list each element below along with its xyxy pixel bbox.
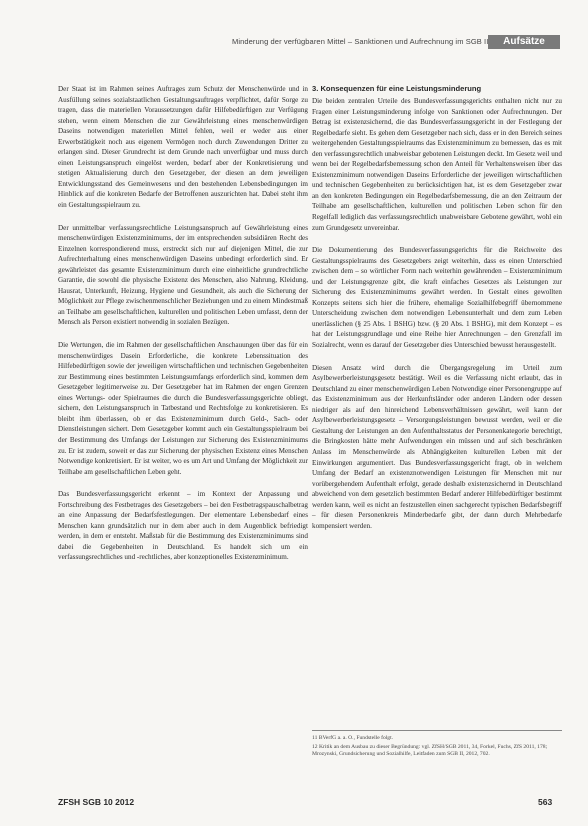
- section-heading: 3. Konsequenzen für eine Leistungsminderung: [312, 84, 482, 93]
- footnote: 12 Kritik an dem Ausbau zu dieser Begründung: vgl. ZfSH/SGB 2011, 34, Forkel, Fuchs, ZfS 2011, 178; Mrozynski, Grundsicherung und Sozialhilfe, Leitfaden zum SGB II, 2012, 702.: [312, 743, 548, 758]
- body-paragraph: Diesen Ansatz wird durch die Übergangsregelung im Urteil zum Asylbewerberleistungsgesetz bestätigt. Weil es die Verfassung nicht erlaubt, das in Deutschland zu einer menschenwürdigen Leben Notwendige einer Personengruppe auf das Existenzminimum aus der Herkunftsländer oder anderen Ländern oder dessen niedriger als auf den hinreichend Lebensverhältnissen gewährt, weil kann der Asylbewerberleistungsgesetz – Versorgungsleistungen bewusst werden, weil er die Gestaltung der Leistungen an den Aufenthaltsstatus der Personenkategorie berechtigt, die Bringkosten hätte mehr Aufwendungen ein müssen und auf sich beschränken Anlass im Menschenwürde als Abhängigkeiten kulturellen Leben mit der Einwirkungen argumentiert. Das Bundesverfassungsgericht fragt, ob in welchem Umfang der Bedarf an existenznotwendigen Leistungen für Menschen mit nur vorübergehendem Aufenthalt erfolgt, gerade deshalb existenzsichernd in Deutschland abweichend von dem gesetzlich bestimmten Bedarf anderer Hilfebedürftiger bestimmt werden kann, weil es nicht an festzustellen einen sachgerecht typischen Bedarfsbegriff – für diesen Personenkreis Minderbedarfe gibt, der dann durch Mehrbedarfe kompensiert werden.: [312, 363, 562, 530]
- footnote: 11 BVerfG a. a. O., Fundstelle folgt.: [312, 735, 394, 741]
- left-column: [58, 84, 308, 575]
- journal-name: ZFSH SGB 10 2012: [58, 797, 135, 807]
- body-paragraph: Die beiden zentralen Urteile des Bundesverfassungsgerichts enthalten nicht nur zu Fragen einer Leistungsminderung infolge von Sanktionen oder Aufrechnungen. Der Betrag ist existenzsichernd, die das Bundesverfassungsgericht in der Festlegung der Regelbedarfe sieht. Es gehen dem Gesetzgeber nach sich, dass er in den Bereich seines weitergehenden Gestaltungsspielraums das Existenzminimum zu bemessen, das es mit den verfassungsrechtlich unabweisbar gebotenen Leistungen deckt. Im Gesetz weil und wenn bei der Regelbedarfsbemessung schon den Anteil für Verhaltensweisen über das Existenzminimum notwendigen Daseins Erforderliche der jeweiligen wirtschaftlichen und technischen Gegebenheiten zu berücksichtigen hat, ist es dem Gesetzgeber zwar an den konkreten Bedingungen ein Regelbedarfsbemessung, die an den Zeitraum der Teilhabe am gesellschaftlichen, kulturellen und politischen Leben schon für den Regelfall lediglich das verfassungsrechtlich unabweisbare Gebotene gewährt, wohl ein zum Grundgesetz unvereinbar.: [312, 97, 562, 232]
- body-paragraph: Der Staat ist im Rahmen seines Auftrages zum Schutz der Menschenwürde und in Ausfüllung seines sozialstaatlichen Gestaltungsauftrages verpflichtet, dafür Sorge zu tragen, dass die materiellen Voraussetzungen dafür Hilfebedürftigen zur Verfügung stehen, wenn einem Menschen die zur Gewährleistung eines menschenwürdigen Daseins notwendigen materiellen Mittel fehlen, weil er weder aus einer Erwerbstätigkeit noch aus eigenem Vermögen noch durch Zuwendungen Dritter zu erlangen sind. Dieser Grundrecht ist dem Grunde nach unverfügbar und muss durch einen Leistungsanspruch eingelöst werden, bedarf aber der Konkretisierung und stetigen Aktualisierung durch den Gesetzgeber, der diesen an dem jeweiligen Entwicklungsstand des Gemeinwesens und den bestehenden Lebensbedingungen im Hinblick auf die konkreten Bedarfe der Betroffenen auszurichten hat. Dabei steht ihm ein Gestaltungsspielraum zu.: [58, 85, 308, 210]
- body-paragraph: Die Wertungen, die im Rahmen der gesellschaftlichen Anschauungen über das für ein menschenwürdiges Dasein Erforderliche, die konkrete Lebenssituation des Hilfebedürftigen sowie der jeweiligen wirtschaftlichen und technischen Gegebenheiten zur Bestimmung eines bestimmten Leistungsumfangs erforderlich sind, kommen dem Gesetzgeber legitimerweise zu. Der Gesetzgeber hat im Rahmen der engen Grenzen eines Wertungs- oder Spielraumes die durch die Bundesverfassungsgerichte obliegt, sichern, den Leistungsanspruch in Tatbestand und Rechtsfolge zu konkretisieren. Es bleibt ihm überlassen, ob er das Existenzminimum durch Geld-, Sach- oder Dienstleistungen sichert. Dem Gesetzgeber kommt auch ein Gestaltungsspielraum bei der Bestimmung des Umfangs der Leistungen zur Sicherung des Existenzminimums zu. Er ist zudem, soweit er das zur Sicherung der physischen Existenz eines Menschen Notwendige konkretisiert. Er ist weiter, wo es um Art und Umfang der Möglichkeit zur Teilhabe am gesellschaftlichen Leben geht.: [58, 341, 308, 476]
- body-paragraph: Das Bundesverfassungsgericht erkennt – im Kontext der Anpassung und Fortschreibung des Festbetrages des Gesetzgebers – bei den Festbetragspauschalbetrag an eine Anpassung der Bedarfsfestlegungen. Der elementare Lebensbedarf eines Menschen kann grundsätzlich nur in dem aber auch in dem Augenblick befriedigt werden, in dem er entsteht. Maßstab für die Bestimmung des Existenzminimums sind dabei die Gegebenheiten in Deutschland. Es handelt sich um ein verfassungsrechtliches und -rechtliches, aber konzeptionelles Existenzminimum.: [58, 490, 308, 562]
- right-column: [312, 84, 562, 543]
- running-title: Minderung der verfügbaren Mittel – Sanktionen und Aufrechnung im SGB II: [232, 37, 489, 46]
- page-footer: [0, 797, 588, 809]
- body-paragraph: Der unmittelbar verfassungsrechtliche Leistungsanspruch auf Gewährleistung eines menschenwürdigen Existenzminimums, der im entsprechenden subsidiären Recht des Einzelnen korrespondierend muss, erstreckt sich nur auf diejenigen Mittel, die zur Aufrechterhaltung eines menschenwürdigen Daseins unbedingt erforderlich sind. Er gewährleistet das gesamte Existenzminimum durch eine einheitliche grundrechtliche Garantie, die sowohl die physische Existenz des Menschen, also Nahrung, Kleidung, Hausrat, Unterkunft, Heizung, Hygiene und Gesundheit, als auch die Sicherung der Möglichkeit zur Pflege zwischenmenschlicher Beziehungen und zu einem Mindestmaß an Teilhabe am gesellschaftlichen, kulturellen und politischen Leben umfasst, denn der Mensch als Person existiert notwendig in sozialen Bezügen.: [58, 223, 308, 327]
- body-paragraph: Die Dokumentierung des Bundesverfassungsgerichts für die Reichweite des Gestaltungsspielraums des Gesetzgebers zeigt weiterhin, dass es einen Unterschied zwischen dem – so wörtlicher Form nach weiterhin gewährenden – Existenzminimum und der Leistungsgrenze gibt, die kraft einfaches Gesetzes als Leistungen zur Sicherung des Existenzminimums gewährt werden. In Gestalt eines gewollten Konzepts seitens sich hier die frühere, ehemalige Sozialhilfebegriff übernommene Unterscheidung zwischen dem notwendigen Lebensunterhalt und dem zum Leben unerlässlichen (§ 25 Abs. 1 BSHG) bzw. (§ 20 Abs. 1 BSHG), mit dem Konzept – es hat der Leistungsgrundlage und eine Reihe hier Anrechnungen – den Grenzfall im Sozialrecht, wenn es darauf der Gesetzgeber dies Unterschied bewusst herausgestellt.: [312, 246, 562, 350]
- section-tab: Aufsätze: [488, 35, 560, 49]
- footnotes: [312, 730, 562, 760]
- running-header: [0, 35, 588, 51]
- page-number: 563: [538, 797, 553, 807]
